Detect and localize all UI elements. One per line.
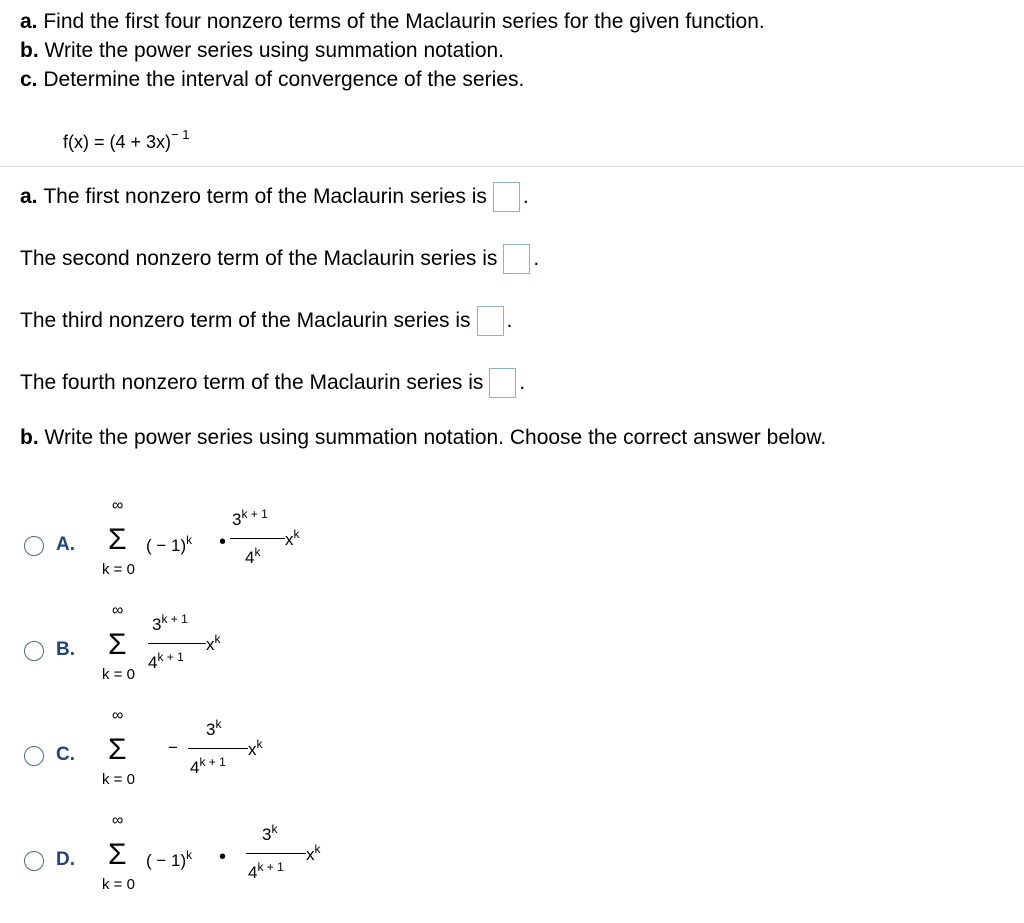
answer-box-fourth-term[interactable] (489, 368, 516, 398)
sign-factor: ( − 1)$^k$ (146, 848, 193, 870)
fraction-numerator: $3^{k + 1}$ (232, 507, 268, 529)
option-b[interactable] (20, 600, 620, 710)
fraction-denominator: $4^{k + 1}$ (148, 650, 184, 672)
option-a[interactable] (20, 495, 620, 605)
sum-upper-limit: ∞ (112, 812, 124, 829)
function-expression: $f(x) = (4 + 3x)^{- 1}$ (63, 127, 190, 152)
instruction-a: a. Find the first four nonzero terms of the Maclaurin series for the given function. (20, 10, 765, 33)
question-second-term: The second nonzero term of the Maclaurin series is . (20, 243, 539, 275)
fraction-bar (246, 853, 306, 854)
question-fourth-term: The fourth nonzero term of the Maclaurin series is . (20, 367, 525, 399)
part-b-prompt: b. Write the power series using summation notation. Choose the correct answer below. (20, 426, 827, 449)
instruction-b: b. Write the power series using summation notation. (20, 39, 505, 62)
multiply-dot: • (219, 846, 227, 868)
sigma-icon: Σ (108, 628, 127, 661)
option-a-label: A. (56, 534, 75, 555)
option-d[interactable] (20, 810, 620, 920)
option-c-label: C. (56, 744, 75, 765)
fraction-denominator: $4^{k + 1}$ (190, 755, 226, 777)
fraction-numerator: $3^{k + 1}$ (152, 612, 188, 634)
sum-lower-limit: k = 0 (102, 876, 135, 893)
x-power: $x^k$ (206, 632, 221, 654)
fraction-bar (230, 538, 285, 539)
minus-sign: − (168, 738, 178, 757)
multiply-dot: • (219, 531, 227, 553)
sum-upper-limit: ∞ (112, 497, 124, 514)
sum-lower-limit: k = 0 (102, 771, 135, 788)
fraction-bar (148, 643, 206, 644)
x-power: $x^k$ (248, 737, 263, 759)
sigma-icon: Σ (108, 733, 127, 766)
x-power: $x^k$ (306, 842, 321, 864)
answer-box-second-term[interactable] (503, 244, 530, 274)
answer-box-third-term[interactable] (477, 306, 504, 336)
option-c[interactable] (20, 705, 620, 815)
question-first-term: a. The first nonzero term of the Maclaurin series is . (20, 181, 529, 213)
radio-option-d[interactable] (24, 851, 44, 871)
sum-upper-limit: ∞ (112, 707, 124, 724)
sigma-icon: Σ (108, 523, 127, 556)
option-d-label: D. (56, 849, 75, 870)
question-third-term: The third nonzero term of the Maclaurin series is . (20, 305, 512, 337)
fraction-denominator: 4$^k$ (245, 545, 261, 567)
radio-option-a[interactable] (24, 536, 44, 556)
sum-lower-limit: k = 0 (102, 666, 135, 683)
answer-box-first-term[interactable] (493, 182, 520, 212)
radio-option-b[interactable] (24, 641, 44, 661)
function-exponent: − 1 (171, 127, 190, 142)
fraction-numerator: 3$^k$ (206, 717, 222, 739)
option-b-label: B. (56, 639, 75, 660)
fraction-numerator: 3$^k$ (262, 822, 278, 844)
x-power: $x^k$ (285, 527, 300, 549)
divider (0, 166, 1024, 167)
fraction-bar (188, 748, 248, 749)
sigma-icon: Σ (108, 838, 127, 871)
sign-factor: ( − 1)$^k$ (146, 533, 193, 555)
radio-option-c[interactable] (24, 746, 44, 766)
sum-upper-limit: ∞ (112, 602, 124, 619)
instruction-c: c. Determine the interval of convergence of the series. (20, 68, 525, 91)
fraction-denominator: $4^{k + 1}$ (248, 860, 284, 882)
sum-lower-limit: k = 0 (102, 561, 135, 578)
